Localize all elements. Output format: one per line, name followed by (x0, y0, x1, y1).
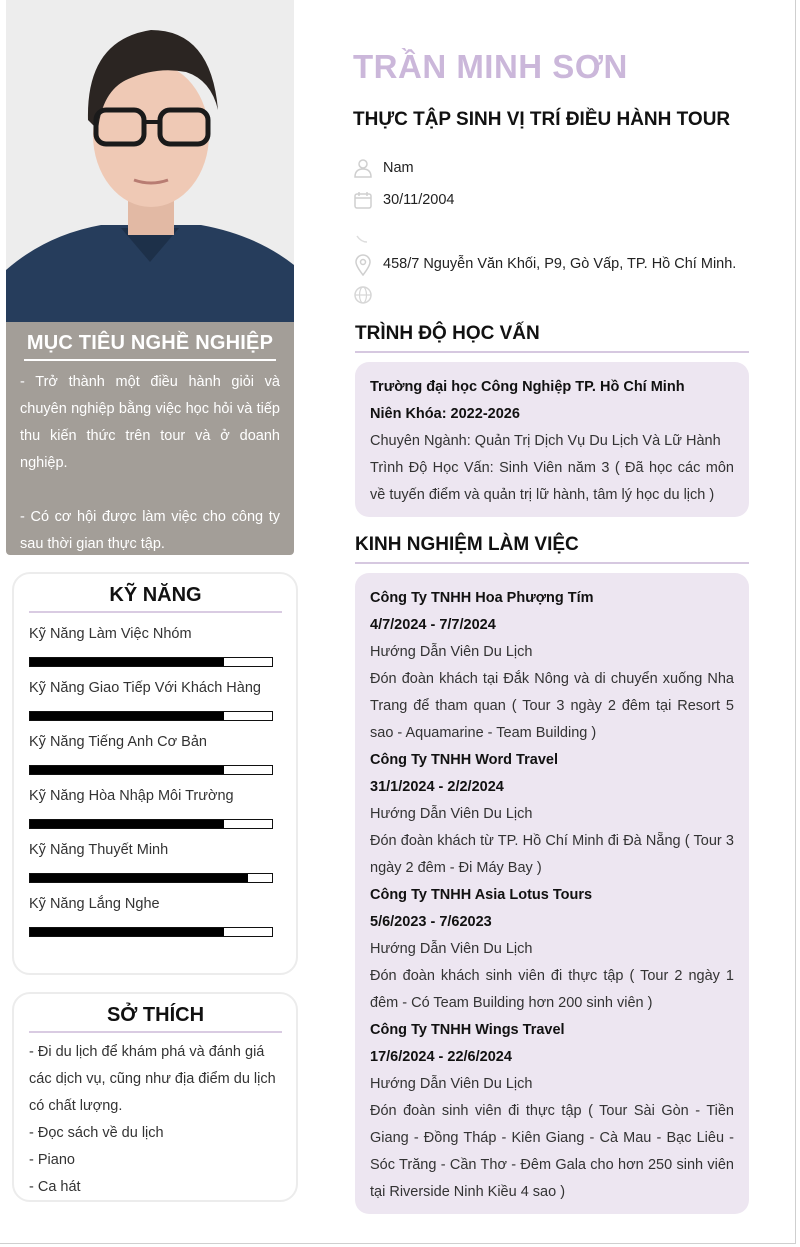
experience-company: Công Ty TNHH Asia Lotus Tours (370, 887, 593, 903)
experience-title: KINH NGHIỆM LÀM VIỆC (355, 534, 749, 564)
objective-title: MỤC TIÊU NGHỀ NGHIỆP (24, 332, 276, 361)
job-title: THỰC TẬP SINH VỊ TRÍ ĐIỀU HÀNH TOUR (353, 109, 731, 130)
education-title: TRÌNH ĐỘ HỌC VẤN (355, 323, 749, 353)
experience-period: 4/7/2024 - 7/7/2024 (370, 617, 496, 633)
skill-bar (29, 711, 273, 721)
skill-name: Kỹ Năng Giao Tiếp Với Khách Hàng (29, 680, 261, 696)
globe-icon (353, 285, 373, 305)
info-website (353, 283, 383, 307)
info-phone (353, 222, 383, 246)
experience-item (370, 1017, 734, 1206)
experience-description: Đón đoàn khách tại Đắk Nông và di chuyển xuống Nha Trang để tham quan ( Tour 3 ngày 2 đêm tại Resort 5 sao - Aquamarine - Team Building ) (370, 671, 734, 741)
info-gender (353, 156, 414, 180)
experience-company: Công Ty TNHH Wings Travel (370, 1022, 565, 1038)
info-dob (353, 188, 455, 212)
objective-paragraph-2: - Có cơ hội được làm việc cho công ty sau thời gian thực tập. (20, 509, 280, 552)
skill-bar (29, 927, 273, 937)
hobby-item: - Piano (29, 1152, 75, 1168)
experience-description: Đón đoàn sinh viên đi thực tập ( Tour Sài Gòn - Tiền Giang - Đồng Tháp - Kiên Giang - Cà Mau - Bạc Liêu - Sóc Trăng - Cần Thơ - Đêm Gala cho hơn 250 sinh viên tại Riverside Ninh Kiều 4 sao ) (370, 1103, 734, 1200)
skill-bar (29, 873, 273, 883)
education-years: Niên Khóa: 2022-2026 (370, 406, 520, 422)
skill-bar (29, 657, 273, 667)
experience-company: Công Ty TNHH Hoa Phượng Tím (370, 590, 594, 606)
skill-name: Kỹ Năng Tiếng Anh Cơ Bản (29, 734, 207, 750)
skill-bar-fill (30, 658, 224, 666)
skill-item (29, 893, 282, 937)
skill-bar-fill (30, 766, 224, 774)
hobbies-title: SỞ THÍCH (29, 1004, 282, 1033)
skill-bar (29, 765, 273, 775)
gender-value: Nam (383, 160, 414, 176)
skill-name: Kỹ Năng Làm Việc Nhóm (29, 626, 192, 642)
experience-role: Hướng Dẫn Viên Du Lịch (370, 644, 533, 660)
info-address (353, 252, 736, 276)
education-major: Chuyên Ngành: Quản Trị Dịch Vụ Du Lịch Và Lữ Hành (370, 433, 721, 449)
skills-card (12, 572, 298, 975)
calendar-icon (353, 190, 373, 210)
experience-item (370, 882, 734, 1017)
candidate-name: TRẦN MINH SƠN (353, 48, 628, 85)
hobby-item: - Đọc sách về du lịch (29, 1125, 164, 1141)
experience-period: 17/6/2024 - 22/6/2024 (370, 1049, 512, 1065)
experience-period: 5/6/2023 - 7/62023 (370, 914, 492, 930)
skill-bar-fill (30, 712, 224, 720)
skill-item (29, 839, 282, 883)
address-value: 458/7 Nguyễn Văn Khối, P9, Gò Vấp, TP. Hồ Chí Minh. (383, 256, 737, 272)
skill-name: Kỹ Năng Hòa Nhập Môi Trường (29, 788, 234, 804)
hobbies-card (12, 992, 298, 1202)
user-icon (353, 158, 373, 178)
objective-paragraph-1: - Trở thành một điều hành giỏi và chuyên nghiệp bằng việc học hỏi và tiếp thu kiến thức trên tour và ở doanh nghiệp. (20, 374, 280, 471)
skill-item (29, 623, 282, 667)
skill-bar-fill (30, 928, 224, 936)
experience-item (370, 747, 734, 882)
education-level: Trình Độ Học Vấn: Sinh Viên năm 3 ( Đã học các môn về tuyến điểm và quản trị lữ hành, tâm lý học du lịch ) (370, 460, 734, 503)
experience-box (355, 573, 749, 1214)
skill-name: Kỹ Năng Lắng Nghe (29, 896, 160, 912)
experience-item (370, 585, 734, 747)
skills-list (29, 623, 282, 937)
profile-photo (6, 0, 294, 322)
experience-period: 31/1/2024 - 2/2/2024 (370, 779, 504, 795)
dob-value: 30/11/2004 (383, 192, 455, 208)
hobby-item: - Đi du lịch để khám phá và đánh giá các dịch vụ, cũng như địa điểm du lịch có chất lượng. (29, 1044, 276, 1114)
experience-description: Đón đoàn khách từ TP. Hồ Chí Minh đi Đà Nẵng ( Tour 3 ngày 2 đêm - Đi Máy Bay ) (370, 833, 734, 876)
skill-item (29, 785, 282, 829)
phone-icon (353, 224, 373, 244)
skill-bar (29, 819, 273, 829)
skill-bar-fill (30, 820, 224, 828)
skill-item (29, 677, 282, 721)
skill-item (29, 731, 282, 775)
hobby-item: - Ca hát (29, 1179, 81, 1195)
career-objective-section (6, 322, 294, 555)
skill-bar-fill (30, 874, 248, 882)
experience-company: Công Ty TNHH Word Travel (370, 752, 558, 768)
skills-title: KỸ NĂNG (29, 584, 282, 613)
experience-description: Đón đoàn khách sinh viên đi thực tập ( Tour 2 ngày 1 đêm - Có Team Building hơn 200 sinh viên ) (370, 968, 734, 1011)
skill-name: Kỹ Năng Thuyết Minh (29, 842, 169, 858)
location-pin-icon (353, 254, 373, 274)
experience-role: Hướng Dẫn Viên Du Lịch (370, 1076, 533, 1092)
education-box (355, 362, 749, 517)
experience-role: Hướng Dẫn Viên Du Lịch (370, 806, 533, 822)
education-school: Trường đại học Công Nghiệp TP. Hồ Chí Minh (370, 379, 685, 395)
experience-role: Hướng Dẫn Viên Du Lịch (370, 941, 533, 957)
